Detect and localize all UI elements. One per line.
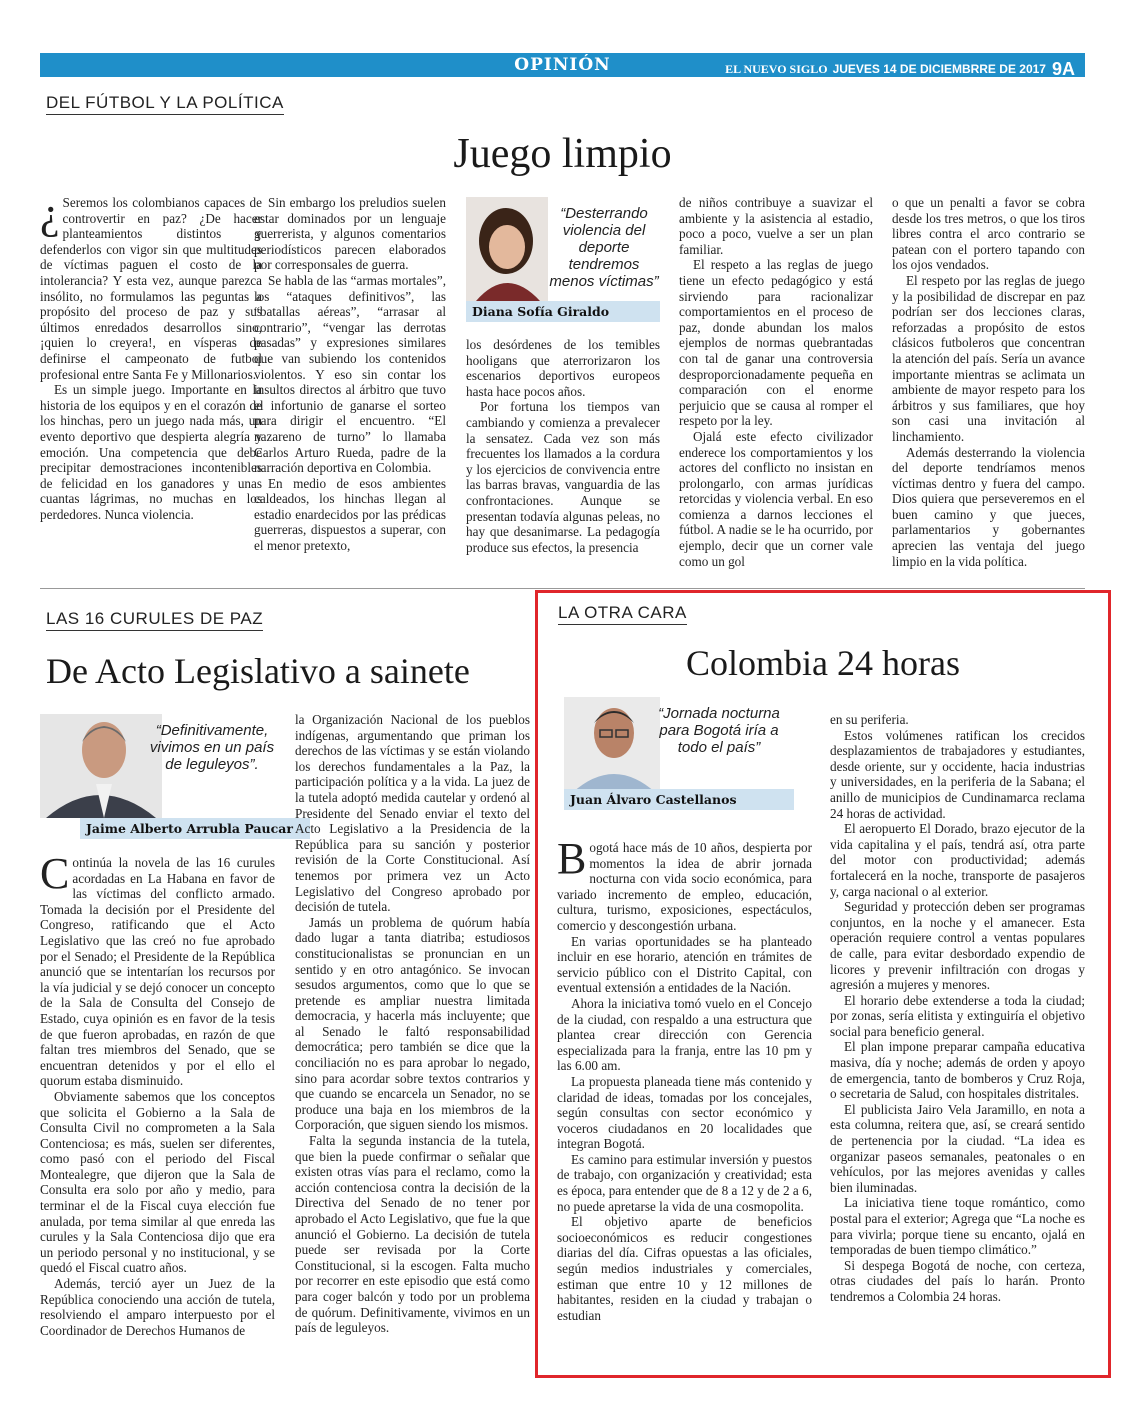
article1-col5-p3: Además desterrando la violencia del deporte tendríamos menos víctimas dentro y fuera del campo. Dios quiera que perseveremos en el buen camino y que jueces, parlamentarios y gobernantes aprecien las ventaja del juego limpio en la vida política.: [892, 444, 1085, 569]
article1-col4-p3: Ojalá este efecto civilizador enderece los comportamientos y los actores del conflicto no insistan en prolongarlo, con armas jurídicas retorcidas y violencia verbal. En eso comienza a darnos lecciones el fútbol. A nadie se le ha ocurrido, por ejemplo, decir que un corner vale como un gol: [679, 428, 873, 569]
page-number: 9A: [1051, 59, 1075, 79]
author-photo-diana: [466, 197, 548, 301]
article3-col2-p3: El aeropuerto El Dorado, brazo ejecutor de la vida capitalina y el país, tendrá así, otra parte del motor con productividad; además fortalecerá en la noche, transporte de pasajeros y, carga nacional o al exterior.: [830, 821, 1085, 899]
article1-col4-p2: El respeto a las reglas de juego tiene un efecto pedagógico y está sirviendo para racionalizar comportamientos en el proceso de paz, donde abundan los malos ejemplos de normas quebrantadas con tal de ganar una controversia desproporcionadamente pequeña en comparación con el enorme perjuicio que se causa al romper el respeto por la ley.: [679, 257, 873, 429]
article3-col1-p1: ogotá hace más de 10 años, despierta por momentos la idea de abrir jornada nocturna con vida socio económica, para variado incremento de empleo, educación, cultura, turismo, exposiciones, espectáculos, comercio y descongestión urbana.: [557, 840, 812, 933]
article3-headline: Colombia 24 horas: [686, 643, 960, 683]
article1-col3-p1: los desórdenes de los temibles hooligans que aterrorizaron los escenarios deportivos europeos hasta hace pocos años.: [466, 337, 660, 399]
article1-column-1: [40, 195, 262, 575]
article2-col1-p1: ontinúa la novela de las 16 curules acordadas en La Habana en favor de las víctimas del conflicto armado. Tomada la decisión por el Presidente del Congreso, ratificando que el Acto Legislativo que las creó no fue aprobado por el Senado; el Presidente de la República anunció que se intentarían los recursos por la vía judicial y se dejó conocer un concepto de la Sala de Consulta del Consejo de Estado, cuya opinión es en favor de la tesis de que fueron aprobadas, en razón de que faltan tres miembros del Senado, que se encuentran detenidos y por el ello el quorum estaba disminuido.: [40, 855, 275, 1089]
portrait-icon: [40, 714, 162, 818]
section-title: OPINIÓN: [514, 55, 611, 75]
newspaper-name: EL NUEVO SIGLO: [725, 62, 828, 76]
article1-col4-p1: de niños contribuye a suavizar el ambiente y la asistencia al estadio, poco a poco, vuelve a ser un plan familiar.: [679, 195, 873, 257]
article1-col1-p1: Seremos los colombianos capaces de controvertir en paz? ¿De hacer planteamientos distintos y defenderlos con vigor sin que multitudes de víctimas paguen el costo de la intolerancia? Y esta vez, aunque parezca insólito, no formulamos las peguntas a propósito del proceso de paz y sus últimos enredados desarrollos sino, ¡quien lo creyera!, en vísperas de definirse el campeonato de futbol profesional entre Santa Fe y Millonarios.: [40, 195, 262, 382]
article3-col2-p1: en su periferia.: [830, 712, 909, 727]
article1-col1-p2: Es un simple juego. Importante en la historia de los equipos y en el corazón de los hinchas, pero un juego nada más, un evento deportivo que despierta alegría y emoción. Una competencia que debe precipitar demostraciones incontenibles de felicidad en los ganadores y unas cuantas lágrimas, no muchas en los perdedores. Nunca violencia.: [40, 382, 262, 522]
article1-headline: Juego limpio: [453, 131, 672, 177]
article3-col2-p2: Estos volúmenes ratifican los crecidos desplazamientos de trabajadores y estudiantes, desde oriente, sur y occidente, hacia industrias y universidades, en la periferia de la Sabana; el anillo de municipios de Cundinamarca reclama 24 horas de actividad.: [830, 727, 1085, 821]
article3-column-1: [557, 840, 812, 1355]
article2-kicker: LAS 16 CURULES DE PAZ: [46, 609, 263, 631]
article2-column-2: [295, 712, 530, 1352]
author-photo-jaime: [40, 714, 162, 818]
article2-pullquote: “Definitivamente, vivimos en un país de leguleyos”.: [149, 722, 275, 773]
article1-pullquote: “Desterrando violencia del deporte tendremos menos víctimas”: [549, 205, 659, 290]
article1-column-4: [679, 195, 873, 575]
article2-pullquote-box: [40, 714, 293, 842]
article1-dropcap: ¿: [40, 195, 60, 238]
article1-pullquote-box: [466, 195, 660, 325]
article2-col2-p3: Falta la segunda instancia de la tutela, que bien la puede confirmar o señalar que existen otras vías para el reclamo, como la acción contenciosa contra la decisión de la Directiva del Senado de no tener por aprobado el Acto Legislativo, que fue la que anunció el Gobierno. La decisión de tutela puede ser revisada por la Corte Constitucional, si la escogen. Falta mucho por recorrer en este episodio que está como para coger balcón y todo por un problema de quórum. Definitivamente, vivimos en un país de leguleyos.: [295, 1133, 530, 1336]
article2-col1-p2: Obviamente sabemos que los conceptos que solicita el Gobierno a la Sala de Consulta Civil no comprometen a la Sala Contenciosa; es más, suelen ser diferentes, como pasó con el periodo del Fiscal Montealegre, que dijeron que la Sala de Consulta era solo por año y medio, para terminar el de la Fiscal cuya elección fue anulada, por tema similar al que enreda las curules y la Sala Contenciosa dijo que era un periodo personal y no institucional, y se quedó el Fiscal cuatro años.: [40, 1088, 275, 1276]
section-divider: [40, 588, 1085, 589]
article1-column-5: [892, 195, 1085, 575]
article2-col2-p1: la Organización Nacional de los pueblos indígenas, argumentando que priman los derechos de las víctimas y se están violando los derechos fundamentales a la Paz, la participación política y a la vida. La juez de la tutela adoptó medida cautelar y ordenó al Presidente del Senado enviar el texto del Acto Legislativo a la Presidencia de la República para su sanción y posterior revisión de la Corte Constitucional. Así tenemos por primera vez un Acto Legislativo del Congreso aprobado por decisión de tutela.: [295, 712, 530, 915]
article1-column-3: [466, 337, 660, 575]
article2-col1-p3: Además, terció ayer un Juez de la República conociendo una acción de tutela, resolviendo el amparo interpuesto por el Coordinador de Derechos Humanos de: [40, 1276, 275, 1338]
article3-col2-p5: El horario debe extenderse a toda la ciudad; por zonas, sería elitista y extinguiría el objetivo social para beneficio general.: [830, 992, 1085, 1039]
issue-date: JUEVES 14 DE DICIEMBRRE DE 2017: [832, 62, 1046, 76]
article3-column-2: [830, 712, 1085, 1357]
article1-kicker: DEL FÚTBOL Y LA POLÍTICA: [46, 93, 284, 115]
article1-col2-p1: Sin embargo los preludios suelen estar dominados por un lenguaje guerrerista, y algunos comentarios periodísticos parecen elaborados por corresponsales de guerra.: [254, 195, 446, 273]
article1-column-2: [254, 195, 446, 575]
article1-col3-p2: Por fortuna los tiempos van cambiando y comienza a prevalecer la sensatez. Cada vez son más frecuentes los llamados a la cordura y los ejercicios de convivencia entre las barras bravas, vanguardia de las confrontaciones. Aunque se presentan todavía algunas peleas, no hay que desanimarse. La pedagogía produce sus efectos, la presencia: [466, 399, 660, 555]
article1-col5-p1: o que un penalti a favor se cobra desde los tres metros, o que los tiros libres contra el arco contrario se patean con el portero tapando con los ojos vendados.: [892, 195, 1085, 273]
article3-col1-p6: El objetivo aparte de beneficios socioeconómicos es reducir congestiones diarias del día. Cifras opuestas a las oficiales, según medios industriales y comerciales, estiman que entre 10 y 12 millones de habitantes, residen en la ciudad y trabajan o estudian: [557, 1214, 812, 1323]
article2-headline: De Acto Legislativo a sainete: [46, 651, 470, 691]
article3-col2-p6: El plan impone preparar campaña educativa masiva, día y noche; además de orden y apoyo de emergencia, tanto de bomberos y Cruz Roja, o secretaria de Salud, con hospitales distritales.: [830, 1039, 1085, 1102]
article1-col2-p3: En medio de esos ambientes caldeados, los hinchas llegan al estadio enardecidos por las prédicas guerreras, dispuestos a superar, con el menor pretexto,: [254, 475, 446, 554]
portrait-icon: [466, 197, 548, 301]
article3-col1-p3: Ahora la iniciativa tomó vuelo en el Concejo de la ciudad, con respaldo a una estructura que plantea crear dirección con Gerencia especializada para la franja, entre las 10 pm y las 6.00 am.: [557, 995, 812, 1074]
section-header-bar: [40, 53, 1085, 77]
article3-byline: Juan Álvaro Castellanos: [564, 789, 794, 810]
article3-col1-p5: Es camino para estimular inversión y puestos de trabajo, con organización y creatividad; esta es época, para entender que de 8 a 12 y de 2 a 6, no puede apretarse la vida de una cosmopolita.: [557, 1151, 812, 1214]
article3-col2-p7: El publicista Jairo Vela Jaramillo, en nota a esta columna, reitera que, así, se creará sentido de pertenencia por la ciudad. “La idea es organizar paseos semanales, peatonales o en vehículos, por las mejores avenidas y calles bien iluminadas.: [830, 1101, 1085, 1195]
article3-col1-p2: En varias oportunidades se ha planteado incluir en ese horario, atención en trámites de servicio público con el Distrito Capital, con eventual extensión a entidades de la Nación.: [557, 933, 812, 996]
article3-col2-p9: Si despega Bogotá de noche, con certeza, otras ciudades del país lo harán. Pronto tendremos a Colombia 24 horas.: [830, 1257, 1085, 1304]
article3-col1-p4: La propuesta planeada tiene más contenido y claridad de ideas, tomadas por los concejales, según consultas con sector económico y voceros ciudadanos en 20 localidades que integran Bogotá.: [557, 1073, 812, 1152]
article1-byline: Diana Sofía Giraldo: [466, 301, 660, 322]
article2-column-1: [40, 855, 275, 1350]
header-date-line: [725, 57, 1075, 78]
article1-col2-p2: Se habla de las “armas mortales”, los “ataques definitivos”, las “batallas aéreas”, “arrasar al contrario”, “vengar las derrotas pasadas” y expresiones similares que van subiendo los contenidos violentos. Y eso sin contar los insultos directos al árbitro que tuvo el infortunio de ganarse el sorteo para dirigir el encuentro. “El nazareno de turno” lo llamaba Carlos Arturo Rueda, padre de la narración deportiva en Colombia.: [254, 272, 446, 476]
article2-byline: Jaime Alberto Arrubla Paucar: [80, 818, 310, 839]
article3-col2-p8: La iniciativa tiene toque romántico, como postal para el exterior; Agrega que “La noche es para vivirla; porque tiene su encanto, ojalá en temporadas de buen tiempo climático.”: [830, 1195, 1085, 1258]
article1-col5-p2: El respeto por las reglas de juego y la posibilidad de discrepar en paz podrían ser dos lecciones claras, reforzadas a propósito de estos clásicos futboleros que concentran la atención del país. Sería un avance importante mientras se aclimata un ambiente de mayor respeto para los árbitros y sus familiares, que hoy son casi una invitación al linchamiento.: [892, 272, 1085, 444]
article3-dropcap: B: [557, 840, 587, 883]
article3-pullquote-box: [564, 697, 794, 815]
article2-dropcap: C: [40, 855, 70, 898]
article2-col2-p2: Jamás un problema de quórum había dado lugar a tanta diatriba; estudiosos constitucionalistas se pronuncian en un sentido y en otro antagónico. Se invocan sesudos argumentos, como que lo que se pretende es ampliar nuestra limitada democracia, y hacerla más incluyente; que al Senado le faltó responsabilidad democrática; pero también se dice que la conciliación no es para aprobar lo negado, sino para acordar sobre textos contrarios y que cuando se encarcela un Senador, no se produce una baja en los miembros de la Corporación, que siguen siendo los mismos.: [295, 914, 530, 1133]
article3-pullquote: “Jornada nocturna para Bogotá iría a todo el país”: [658, 705, 780, 756]
article3-col2-p4: Seguridad y protección deben ser programas conjuntos, en la noche y el amanecer. Esta operación requiere control a ventas populares de calle, para evitar desbordado expendio de licores y prevenir infiltración con drogas y agresión a mujeres y menores.: [830, 899, 1085, 993]
article3-kicker: LA OTRA CARA: [558, 603, 687, 625]
